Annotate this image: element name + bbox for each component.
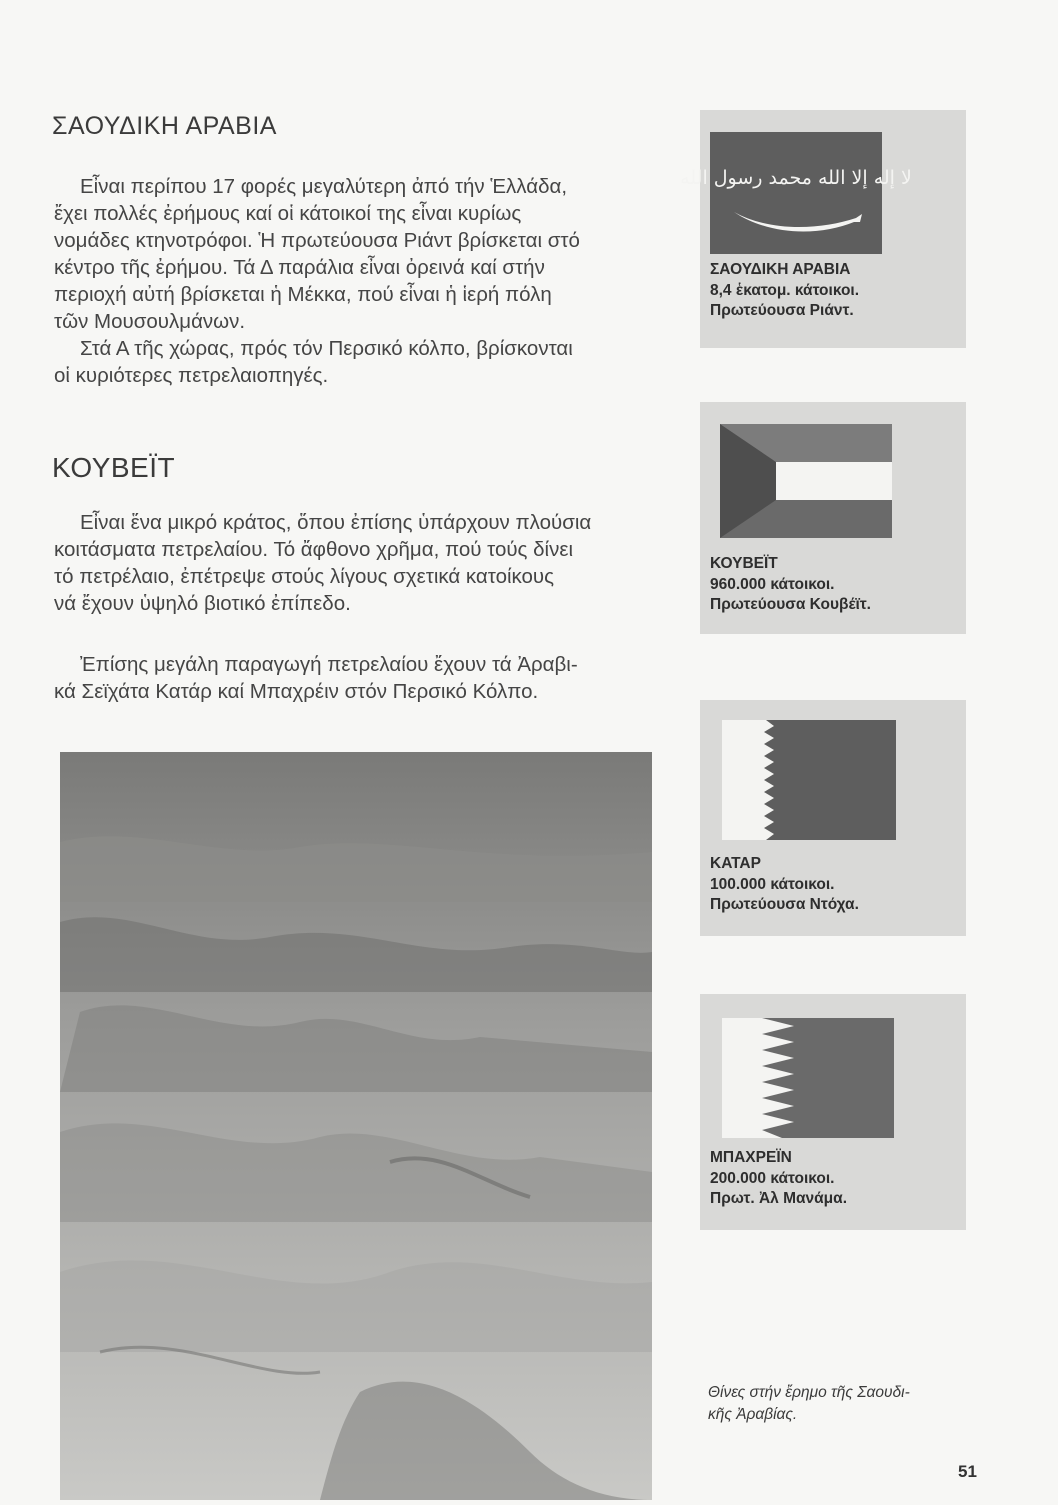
text-line: τό πετρέλαιο, ἐπέτρεψε στούς λίγους σχετικά κατοίκους — [54, 565, 555, 588]
text-line: Ἐπίσης μεγάλη παραγωγή πετρελαίου ἔχουν τά Ἀραβι- — [80, 653, 578, 676]
capital: Πρωτ. Ἀλ Μανάμα. — [710, 1190, 848, 1207]
kuwait-flag — [720, 424, 892, 538]
text-line: Εἶναι περίπου 17 φορές μεγαλύτερη ἀπό τήν Ἑλλάδα, — [80, 175, 568, 198]
heading-saudi-arabia: ΣΑΟΥΔΙΚΗ ΑΡΑΒΙΑ — [52, 112, 277, 140]
saudi-arabia-flag — [680, 132, 912, 254]
caption-line: Θίνες στήν ἔρημο τῆς Σαουδι- — [708, 1384, 910, 1401]
photo-caption — [708, 1382, 910, 1426]
flag-caption-saudi-arabia — [710, 260, 859, 322]
text-line: κοιτάσματα πετρελαίου. Τό ἄφθονο χρῆμα, πού τούς δίνει — [54, 538, 574, 561]
flag-card-kuwait — [700, 402, 966, 634]
caption-line: κῆς Ἀραβίας. — [708, 1406, 798, 1423]
flag-caption-bahrain — [710, 1148, 847, 1210]
country-name: ΚΟΥΒΕΪΤ — [710, 555, 778, 572]
flag-card-qatar — [700, 700, 966, 936]
flag-card-saudi-arabia — [680, 110, 966, 348]
population: 8,4 ἑκατομ. κάτοικοι. — [710, 281, 860, 299]
text-line: κά Σεϊχάτα Κατάρ καί Μπαχρέιν στόν Περσικό Κόλπο. — [54, 680, 539, 703]
country-name: ΣΑΟΥΔΙΚΗ ΑΡΑΒΙΑ — [710, 261, 851, 278]
page-number: 51 — [958, 1462, 977, 1481]
bahrain-flag — [722, 1018, 894, 1138]
shahada-inscription: لا إله إلا الله محمد رسول الله — [680, 167, 912, 189]
text-line: νομάδες κτηνοτρόφοι. Ἡ πρωτεύουσα Ριάντ βρίσκεται στό — [54, 229, 580, 252]
text-line: κέντρο τῆς ἐρήμου. Τά Δ παράλια εἶναι ὀρεινά καί στήν — [54, 256, 545, 279]
text-line: ἔχει πολλές ἐρήμους καί οἱ κάτοικοί της εἶναι κυρίως — [54, 202, 522, 225]
heading-kuwait: ΚΟΥΒΕΪΤ — [52, 452, 176, 483]
country-name: ΜΠΑΧΡΕΪΝ — [710, 1149, 792, 1166]
country-name: ΚΑΤΑΡ — [710, 855, 761, 872]
text-line: Στά Α τῆς χώρας, πρός τόν Περσικό κόλπο, βρίσκονται — [80, 337, 573, 360]
flag-caption-kuwait — [710, 554, 871, 616]
text-line: Εἶναι ἕνα μικρό κράτος, ὅπου ἐπίσης ὑπάρχουν πλούσια — [80, 511, 592, 534]
flag-card-bahrain — [700, 994, 966, 1230]
population: 200.000 κάτοικοι. — [710, 1169, 835, 1187]
capital: Πρωτεύουσα Ριάντ. — [710, 302, 854, 319]
population: 960.000 κάτοικοι. — [710, 575, 835, 593]
capital: Πρωτεύουσα Ντόχα. — [710, 896, 859, 913]
text-line: νά ἔχουν ὑψηλό βιοτικό ἐπίπεδο. — [54, 592, 351, 615]
flag-caption-qatar — [710, 854, 859, 916]
text-line: οἱ κυριότερες πετρελαιοπηγές. — [54, 364, 329, 387]
population: 100.000 κάτοικοι. — [710, 875, 835, 893]
qatar-flag — [722, 720, 896, 840]
capital: Πρωτεύουσα Κουβέϊτ. — [710, 596, 871, 613]
desert-dunes-photo — [60, 752, 652, 1500]
text-line: περιοχή αὐτή βρίσκεται ἡ Μέκκα, πού εἶναι ἡ ἱερή πόλη — [54, 283, 552, 306]
text-line: τῶν Μουσουλμάνων. — [54, 310, 246, 333]
dunes-illustration — [60, 752, 652, 1500]
